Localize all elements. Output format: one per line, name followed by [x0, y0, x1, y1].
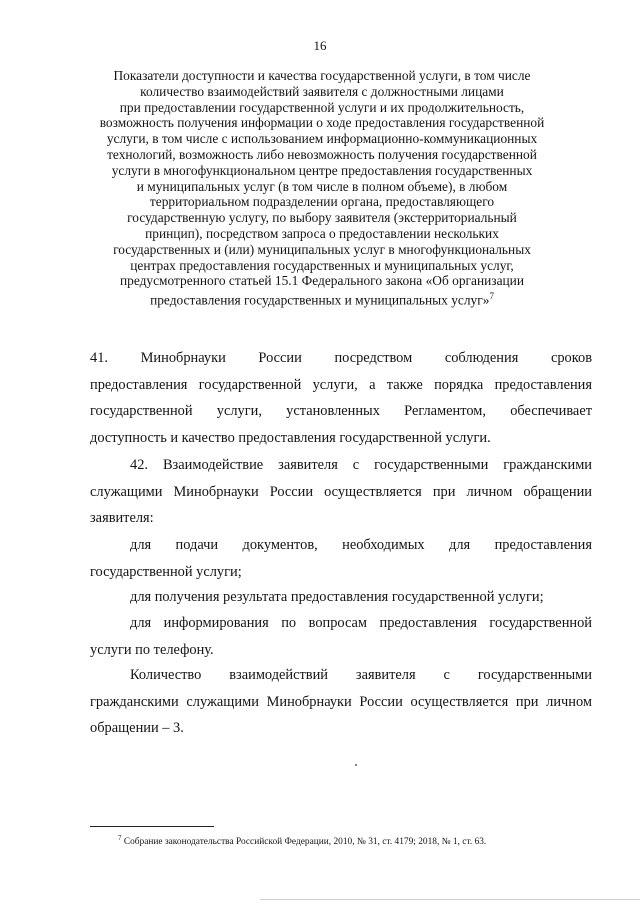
paragraph-41	[90, 345, 592, 451]
paragraph-line: 42. Взаимодействие заявителя с государственными гражданскими	[130, 457, 592, 473]
heading-line: и муниципальных услуг (в том числе в полном объеме), в любом	[136, 178, 508, 194]
paragraph-line: гражданскими служащими Минобрнауки России осуществляется при личном	[90, 693, 592, 710]
paragraph-line: служащими Минобрнауки России осуществляется при личном обращении	[90, 483, 592, 500]
paragraph-line: предоставления государственной услуги, а также порядка предоставления	[90, 376, 592, 393]
page-number: 16	[313, 38, 327, 53]
heading-line-last	[86, 289, 558, 308]
footnote-separator	[90, 826, 214, 827]
paragraph-line: Количество взаимодействий заявителя с государственными	[130, 667, 592, 683]
list-item-receive-result	[90, 584, 592, 611]
heading-line: территориальном подразделении органа, предоставляющего	[149, 194, 495, 210]
paragraph-line: 41. Минобрнауки России посредством соблюдения сроков	[90, 350, 592, 366]
paragraph-line: государственной услуги;	[90, 563, 242, 580]
heading-line: при предоставлении государственной услуги и их продолжительность,	[119, 99, 525, 115]
heading-line: возможность получения информации о ходе предоставления государственной	[99, 115, 545, 131]
list-item-phone-info	[90, 610, 592, 663]
heading-line: государственную услугу, по выбору заявителя (экстерриториальный	[127, 210, 517, 226]
paragraph-line: для подачи документов, необходимых для предоставления	[130, 537, 592, 553]
heading-line: технологий, возможность либо невозможность получения государственной	[107, 146, 537, 162]
section-heading	[86, 68, 558, 308]
scan-speck	[355, 764, 357, 766]
paragraph-line: обращении – 3.	[90, 720, 184, 736]
paragraph-line: для получения результата предоставления государственной услуги;	[130, 589, 544, 605]
footnote-marker: 7	[118, 834, 122, 842]
paragraph-line: доступность и качество предоставления государственной услуги.	[90, 429, 491, 446]
footnote-reference: 7	[489, 291, 494, 302]
paragraph-interaction-count	[90, 662, 592, 742]
paragraph-line: заявителя:	[90, 510, 154, 526]
heading-line: принцип), посредством запроса о предоставлении нескольких	[145, 225, 499, 241]
list-item-submit-documents	[90, 532, 592, 585]
heading-line: государственных и (или) муниципальных услуг в многофункциональных	[113, 241, 531, 257]
paragraph-line: государственной услуги, установленных Регламентом, обеспечивает	[90, 403, 592, 419]
footnote-text: Собрание законодательства Российской Федерации, 2010, № 31, ст. 4179; 2018, № 1, ст. 63.	[121, 837, 487, 848]
heading-line: услуги, в том числе с использованием информационно-коммуникационных	[106, 131, 538, 147]
heading-line: количество взаимодействий заявителя с должностными лицами	[140, 83, 504, 99]
paragraph-line: услуги по телефону.	[90, 641, 214, 658]
heading-line: услуги в многофункциональном центре предоставления государственных	[111, 162, 533, 178]
heading-line: центрах предоставления государственных и муниципальных услуг,	[130, 257, 514, 273]
paragraph-line: для информирования по вопросам предоставления государственной	[130, 615, 592, 631]
heading-line-text: предоставления государственных и муниципальных услуг»	[150, 292, 490, 308]
heading-line: предусмотренного статьей 15.1 Федерального закона «Об организации	[119, 273, 525, 289]
footnote	[118, 832, 588, 848]
paragraph-42	[90, 452, 592, 532]
heading-line: Показатели доступности и качества государственной услуги, в том числе	[113, 68, 531, 83]
